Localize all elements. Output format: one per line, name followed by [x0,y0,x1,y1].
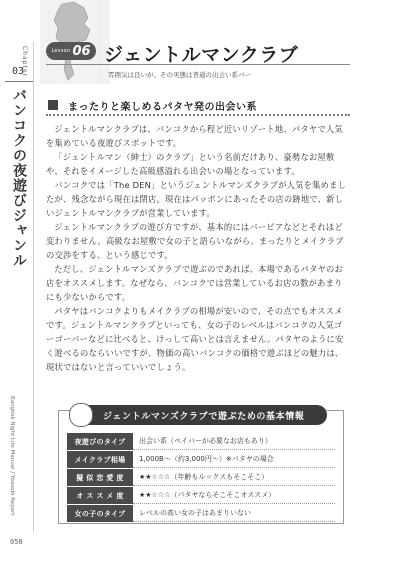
paragraph: ジェントルマンクラブの遊び方ですが、基本的にはバービアなどとそれほど変わりません。高級なお屋敷で女の子と語らいながら、まったりとメイクラブの交渉をする、という感じです。 [46,222,344,260]
info-row [67,505,335,522]
info-value: ★★☆☆☆（年齢もルックスもそこそこ） [133,469,335,486]
page-title: ジェントルマンクラブ [104,44,299,66]
info-box-title: ジェントルマンズクラブで遊ぶための基本情報 [103,412,305,422]
info-circle-icon [69,403,93,427]
info-row [67,469,335,486]
paragraph: パタヤはバンコクよりもメイクラブの相場が安いので、その点でもオススメです。ジェントルマンクラブといっても、女の子のレベルはバンコクの人気ゴーゴーバーなどに比べると、けっして高いとは言えません。パタヤのように安く遊べるのならいいですが、物価の高いバンコクの価格で遊ぶほどの魅力は、現状ではないと言っていいでしょう。 [46,306,344,372]
page-number: 058 [10,538,23,546]
paragraph: ただし、ジェントルマンズクラブで遊ぶのであれば、本場であるパタヤのお店をオススメします。なぜなら、バンコクでは営業しているお店の数があまりにも少ないからです。 [46,264,344,302]
info-row [67,451,335,468]
info-value: 1,000B～（約3,000円～）※パタヤの場合 [133,451,335,468]
section-heading-text: まったりと楽しめるパタヤ発の出会い系 [68,102,257,113]
info-label: 女の子のタイプ [67,505,133,522]
paragraph: バンコクでは「The DEN」というジェントルマンズクラブが人気を集めましたが、残念ながら現在は閉店。現在はパッポンにあったその店の跡地で、新しいジェントルマンクラブが営業しています。 [46,180,347,218]
info-value: 出会い系（ペイバーが必要なお店もあり） [133,433,335,450]
lesson-number: 06 [72,43,91,59]
basic-info-box [58,410,344,524]
square-bullet-icon [48,100,58,110]
info-label: 擬 似 恋 愛 度 [67,469,133,486]
sidebar-rule [33,42,34,532]
chapter-title: バンコクの夜遊びジャンル [11,88,27,268]
paragraph: 「ジェントルマン（紳士）のクラブ」という名前だけあり、豪勢なお屋敷や、それをイメージした高級感溢れる出会いの場となっています。 [46,152,335,176]
chapter-label: Chapter [21,46,28,77]
chapter-divider [5,81,33,82]
info-label: オ ス ス メ 度 [67,487,133,504]
lesson-badge [46,42,96,60]
paragraph: ジェントルマンクラブは、バンコクから程ど近いリゾート地、パタヤで人気を集めている夜遊びスポットです。 [46,124,343,148]
info-table [67,433,335,523]
chapter-number: 03 [11,66,25,77]
title-divider [46,64,350,65]
info-row [67,433,335,450]
info-value: レベルの高い女の子はあまりいない [133,505,335,522]
page-subtitle: 雰囲気は良いが、その実態は普通の出会い系バー [108,71,251,79]
info-label: メイクラブ相場 [67,451,133,468]
info-value: ★★☆☆☆（パタヤならそこそこオススメ） [133,487,335,504]
lesson-word: Lesson [51,48,71,54]
info-row [67,487,335,504]
section-heading [46,98,350,116]
sidebar-english-text: Bangkok Night Life Manual / Yoasobi Report [9,396,16,516]
article-body [46,122,350,374]
info-box-header [77,405,327,425]
info-label: 夜遊びのタイプ [67,433,133,450]
